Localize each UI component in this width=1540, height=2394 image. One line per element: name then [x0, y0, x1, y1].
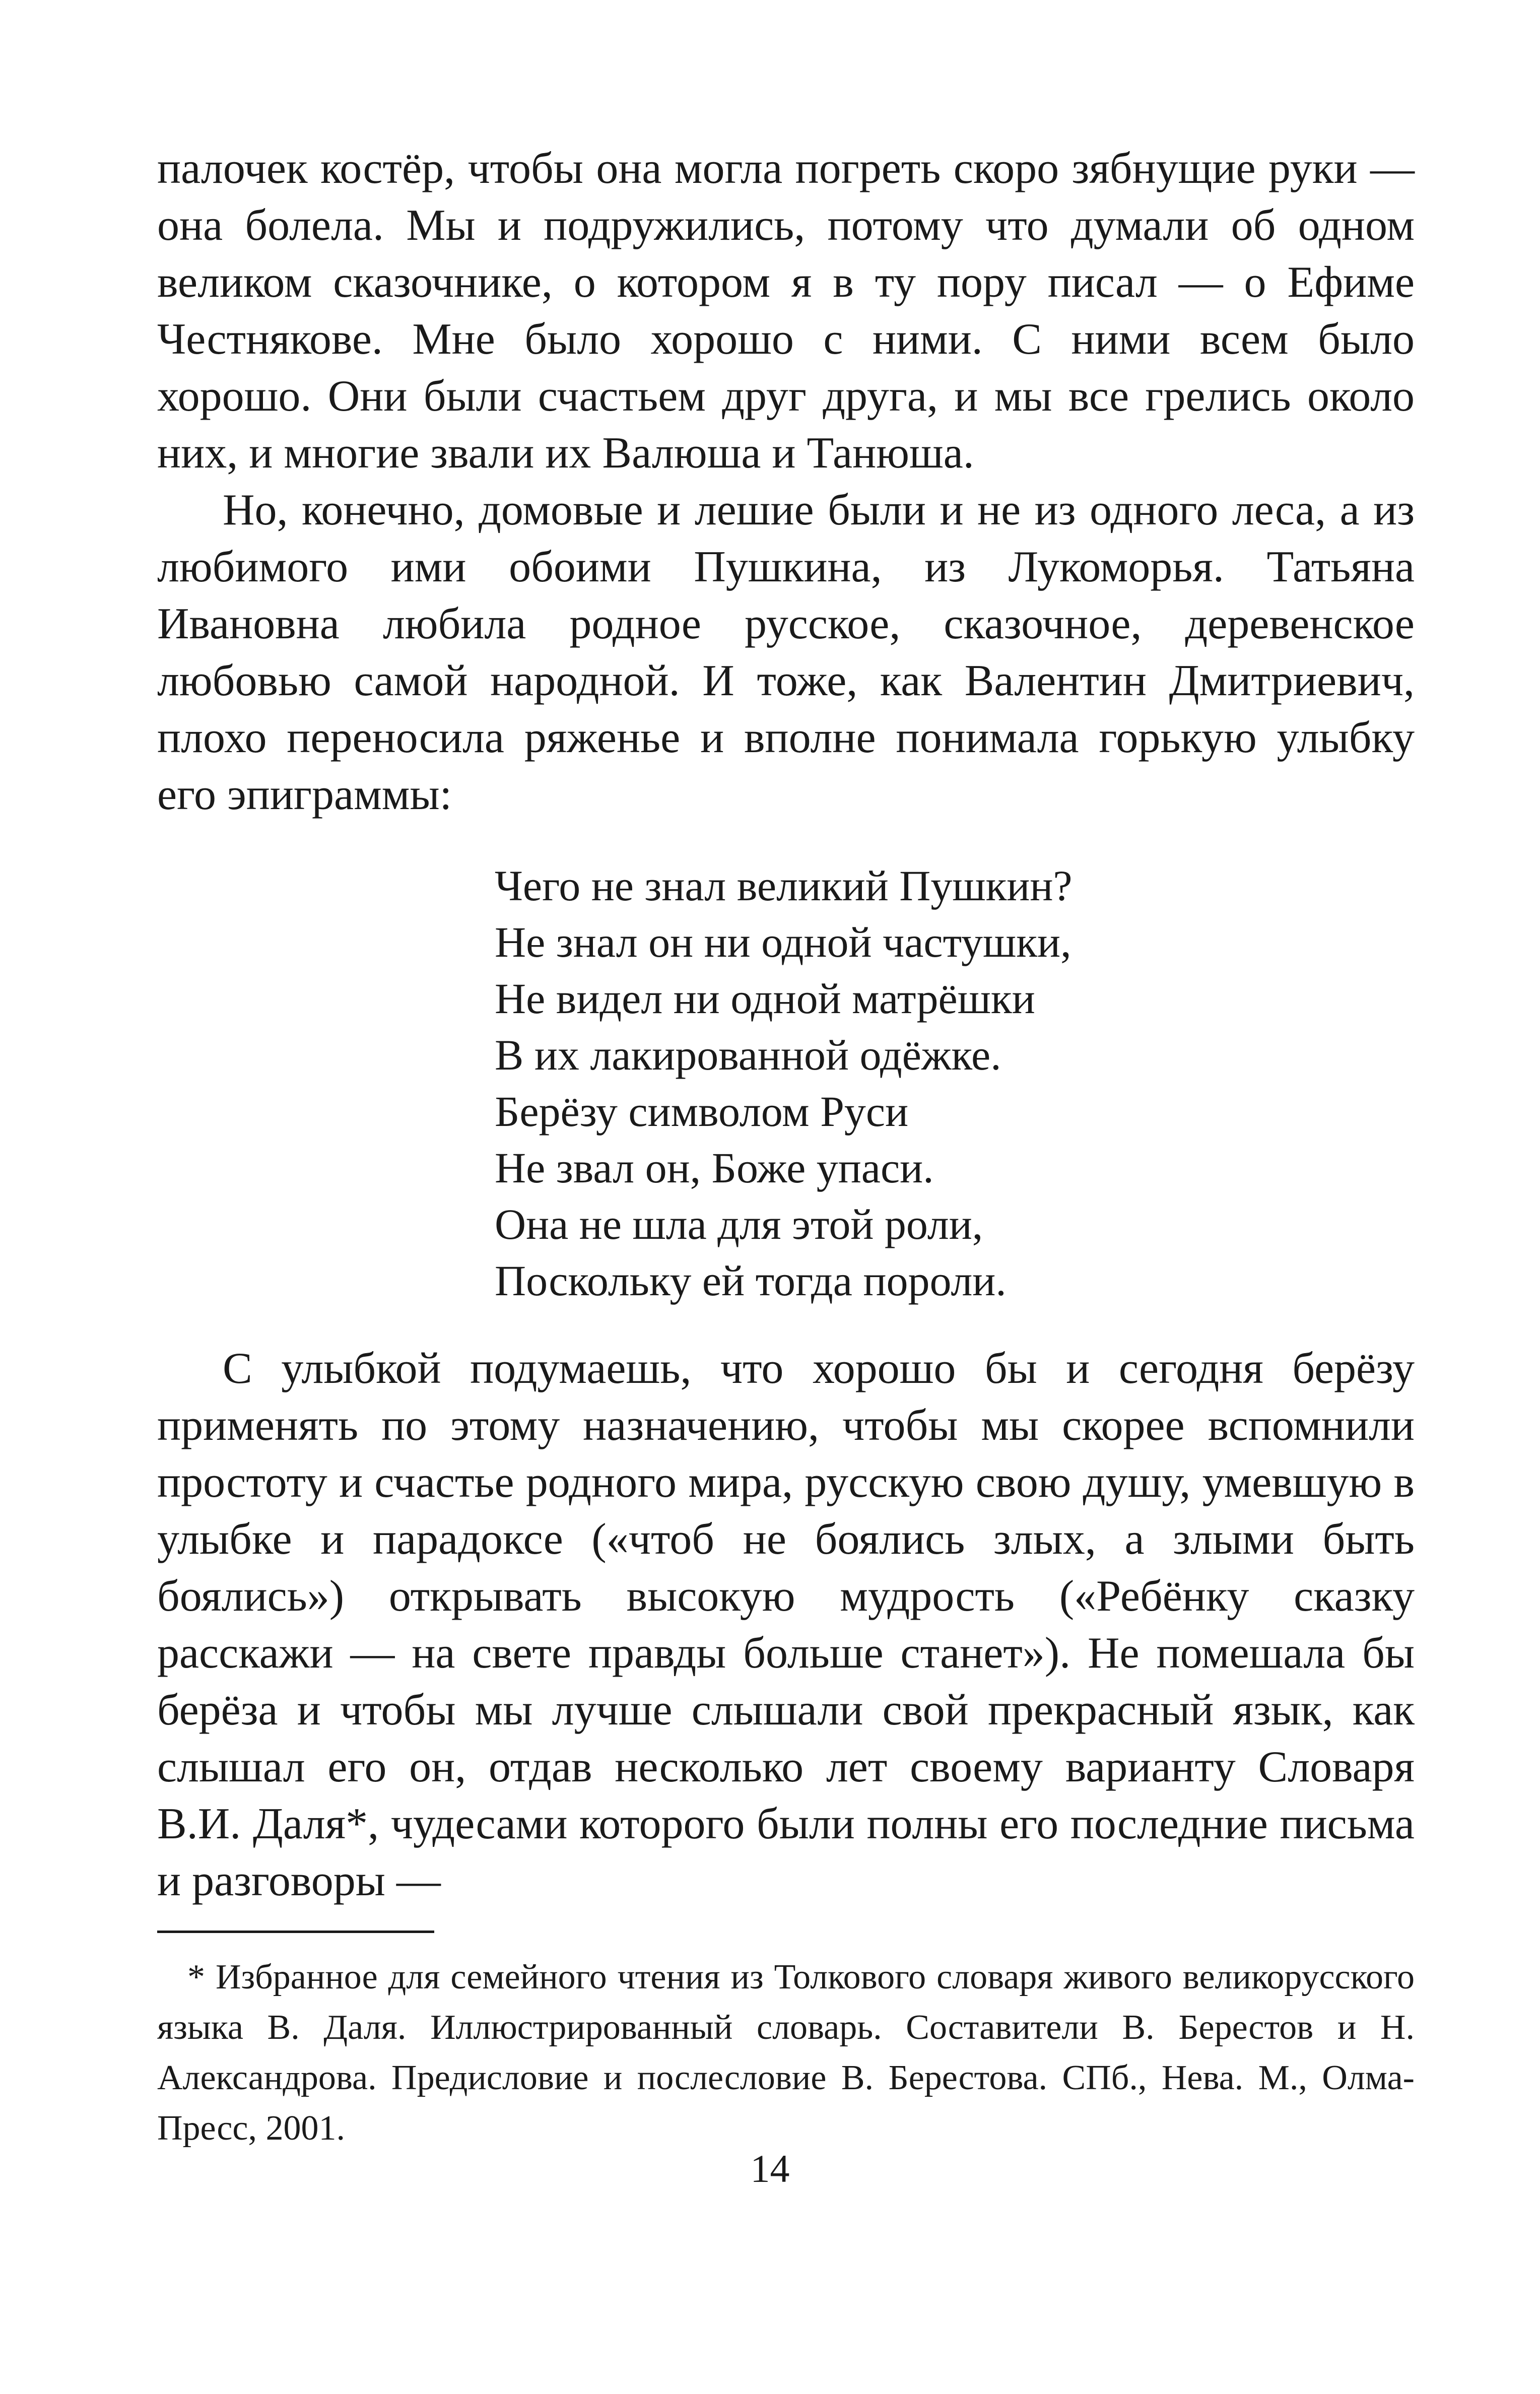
footnote-divider: [157, 1931, 434, 1933]
epigram-poem: [495, 857, 1415, 1309]
poem-line: Поскольку ей тогда пороли.: [495, 1256, 1007, 1305]
footnote: * Избранное для семейного чтения из Толкового словаря живого великорусского языка В. Даля. Иллюстрированный словарь. Составители В. Берестов и Н. Александрова. Предисловие и послесловие В. Берестова. СПб., Нева. М., Олма-Пресс, 2001.: [157, 1958, 1415, 2148]
paragraph-1: палочек костёр, чтобы она могла погреть скоро зябнущие руки — она болела. Мы и подружились, потому что думали об одном великом сказочнике, о котором я в ту пору писал — о Ефиме Честнякове. Мне было хорошо с ними. С ними всем было хорошо. Они были счастьем друг друга, и мы все грелись около них, и многие звали их Валюша и Танюша.: [157, 144, 1415, 478]
poem-line: Не видел ни одной матрёшки: [495, 974, 1035, 1023]
paragraph-2: Но, конечно, домовые и лешие были и не из одного леса, а из любимого ими обоими Пушкина, из Лукоморья. Татьяна Ивановна любила родное русское, сказочное, деревенское любовью самой народной. И тоже, как Валентин Дмитриевич, плохо переносила ряженье и вполне понимала горькую улыбку его эпиграммы:: [157, 486, 1415, 819]
poem-line: Не знал он ни одной частушки,: [495, 918, 1072, 966]
page-number: 14: [750, 2147, 790, 2190]
paragraph-3: С улыбкой подумаешь, что хорошо бы и сегодня берёзу применять по этому назначению, чтобы мы скорее вспомнили простоту и счастье родного мира, русскую свою душу, умевшую в улыбке и парадоксе («чтоб не боялись злых, а злыми быть боялись») открывать высокую мудрость («Ребёнку сказку расскажи — на свете правды больше станет»). Не помешала бы берёза и чтобы мы лучше слышали свой прекрасный язык, как слышал его он, отдав несколько лет своему варианту Словаря В.И. Даля*, чудесами которого были полны его последние письма и разговоры —: [157, 1344, 1415, 1905]
poem-line: Не звал он, Боже упаси.: [495, 1144, 934, 1192]
poem-line: Чего не знал великий Пушкин?: [495, 861, 1073, 910]
poem-line: Берёзу символом Руси: [495, 1087, 909, 1136]
poem-line: Она не шла для этой роли,: [495, 1200, 983, 1248]
page-body: [157, 140, 1415, 2154]
poem-line: В их лакированной одёжке.: [495, 1031, 1001, 1079]
